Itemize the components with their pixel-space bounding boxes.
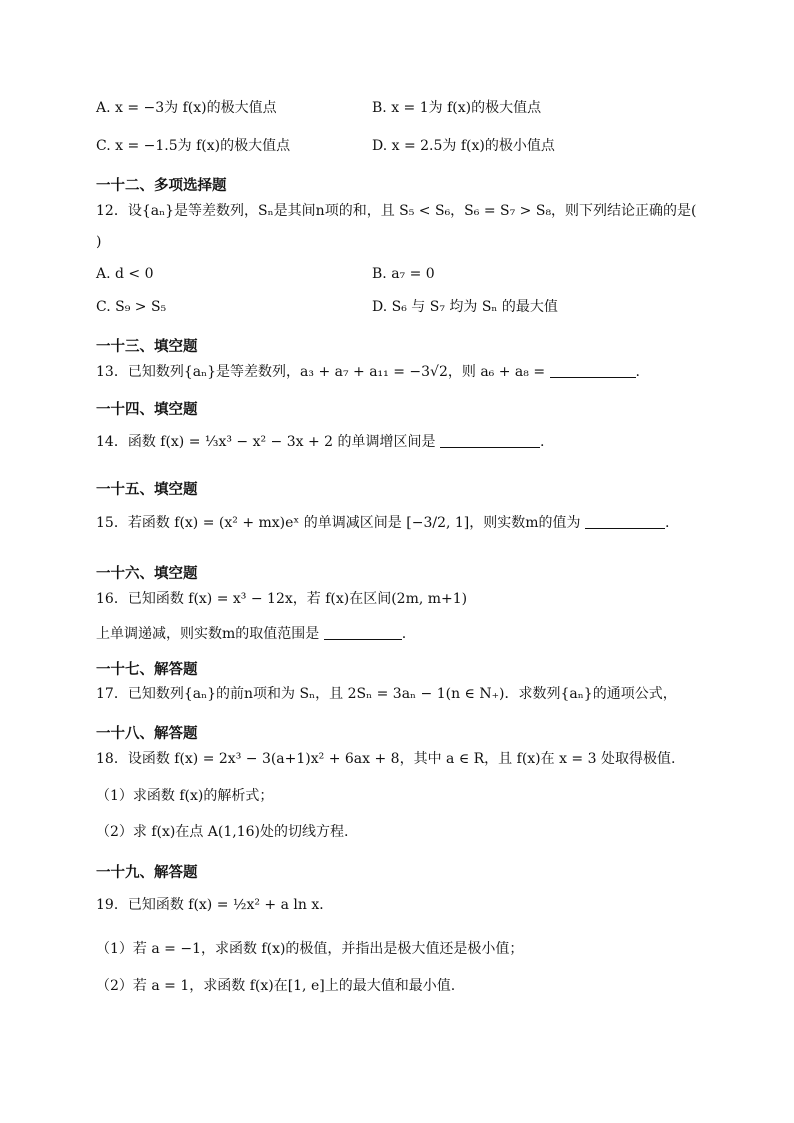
q13-line [96, 362, 640, 382]
section-12-heading: 一十二、多项选择题 [96, 178, 227, 194]
section-17-heading: 一十七、解答题 [96, 662, 198, 678]
q12-option-b: B. a₇ = 0 [372, 266, 435, 282]
q11-option-b: B. x = 1为 f(x)的极大值点 [372, 100, 542, 116]
q11-option-c: C. x = −1.5为 f(x)的极大值点 [96, 138, 291, 154]
q12-stem: 12．设{aₙ}是等差数列，Sₙ是其间n项的和，且 S₅ < S₆，S₆ = S₇ > S₈，则下列结论正确的是( [96, 203, 697, 219]
section-16-heading: 一十六、填空题 [96, 566, 198, 582]
q16-line-2 [96, 624, 406, 644]
section-13-heading: 一十三、填空题 [96, 339, 198, 355]
section-14-heading: 一十四、填空题 [96, 402, 198, 418]
section-15-heading: 一十五、填空题 [96, 482, 198, 498]
q16-tail: . [401, 626, 407, 642]
q12-option-c: C. S₉ > S₅ [96, 299, 167, 315]
q12-option-a: A. d < 0 [96, 266, 154, 282]
q12-stem-continued: ) [96, 234, 102, 250]
q13-stem: 13．已知数列{aₙ}是等差数列，a₃ + a₇ + a₁₁ = −3√2，则 a₆ + a₈ = [96, 364, 546, 380]
q14-tail: . [540, 434, 545, 450]
q19-part-2: （2）若 a = 1，求函数 f(x)在[1, e]上的最大值和最小值. [96, 978, 456, 994]
section-19-heading: 一十九、解答题 [96, 865, 198, 881]
q11-option-a: A. x = −3为 f(x)的极大值点 [96, 100, 277, 116]
q19-stem: 19．已知函数 f(x) = ½x² + a ln x． [96, 897, 334, 913]
q14-stem: 14．函数 f(x) = ⅓x³ − x² − 3x + 2 的单调增区间是 [96, 434, 436, 450]
q14-line [96, 432, 544, 452]
q14-answer-blank[interactable] [440, 433, 540, 448]
section-18-heading: 一十八、解答题 [96, 726, 198, 742]
q18-stem: 18．设函数 f(x) = 2x³ − 3(a+1)x² + 6ax + 8，其中 a ∈ R，且 f(x)在 x = 3 处取得极值. [96, 751, 676, 767]
q12-option-d: D. S₆ 与 S₇ 均为 Sₙ 的最大值 [372, 299, 558, 315]
q18-part-1: （1）求函数 f(x)的解析式； [96, 788, 274, 804]
q19-part-1: （1）若 a = −1，求函数 f(x)的极值，并指出是极大值还是极小值； [96, 941, 524, 957]
q16-stem: 16．已知函数 f(x) = x³ − 12x，若 f(x)在区间(2m, m+1) [96, 591, 468, 607]
q16-answer-blank[interactable] [324, 625, 402, 640]
q15-stem: 15．若函数 f(x) = (x² + mx)eˣ 的单调减区间是 [−3/2, 1]，则实数m的值为 [96, 515, 581, 531]
q16-stem-continued: 上单调递减，则实数m的取值范围是 [96, 626, 320, 642]
q17-stem: 17．已知数列{aₙ}的前n项和为 Sₙ，且 2Sₙ = 3aₙ − 1(n ∈ N₊)．求数列{aₙ}的通项公式， [96, 686, 677, 702]
q15-line [96, 513, 669, 533]
q15-answer-blank[interactable] [585, 514, 665, 529]
q11-option-d: D. x = 2.5为 f(x)的极小值点 [372, 138, 555, 154]
q13-tail: . [635, 364, 640, 380]
q13-answer-blank[interactable] [550, 363, 636, 378]
q15-tail: . [664, 515, 670, 531]
q18-part-2: （2）求 f(x)在点 A(1,16)处的切线方程. [96, 824, 349, 840]
